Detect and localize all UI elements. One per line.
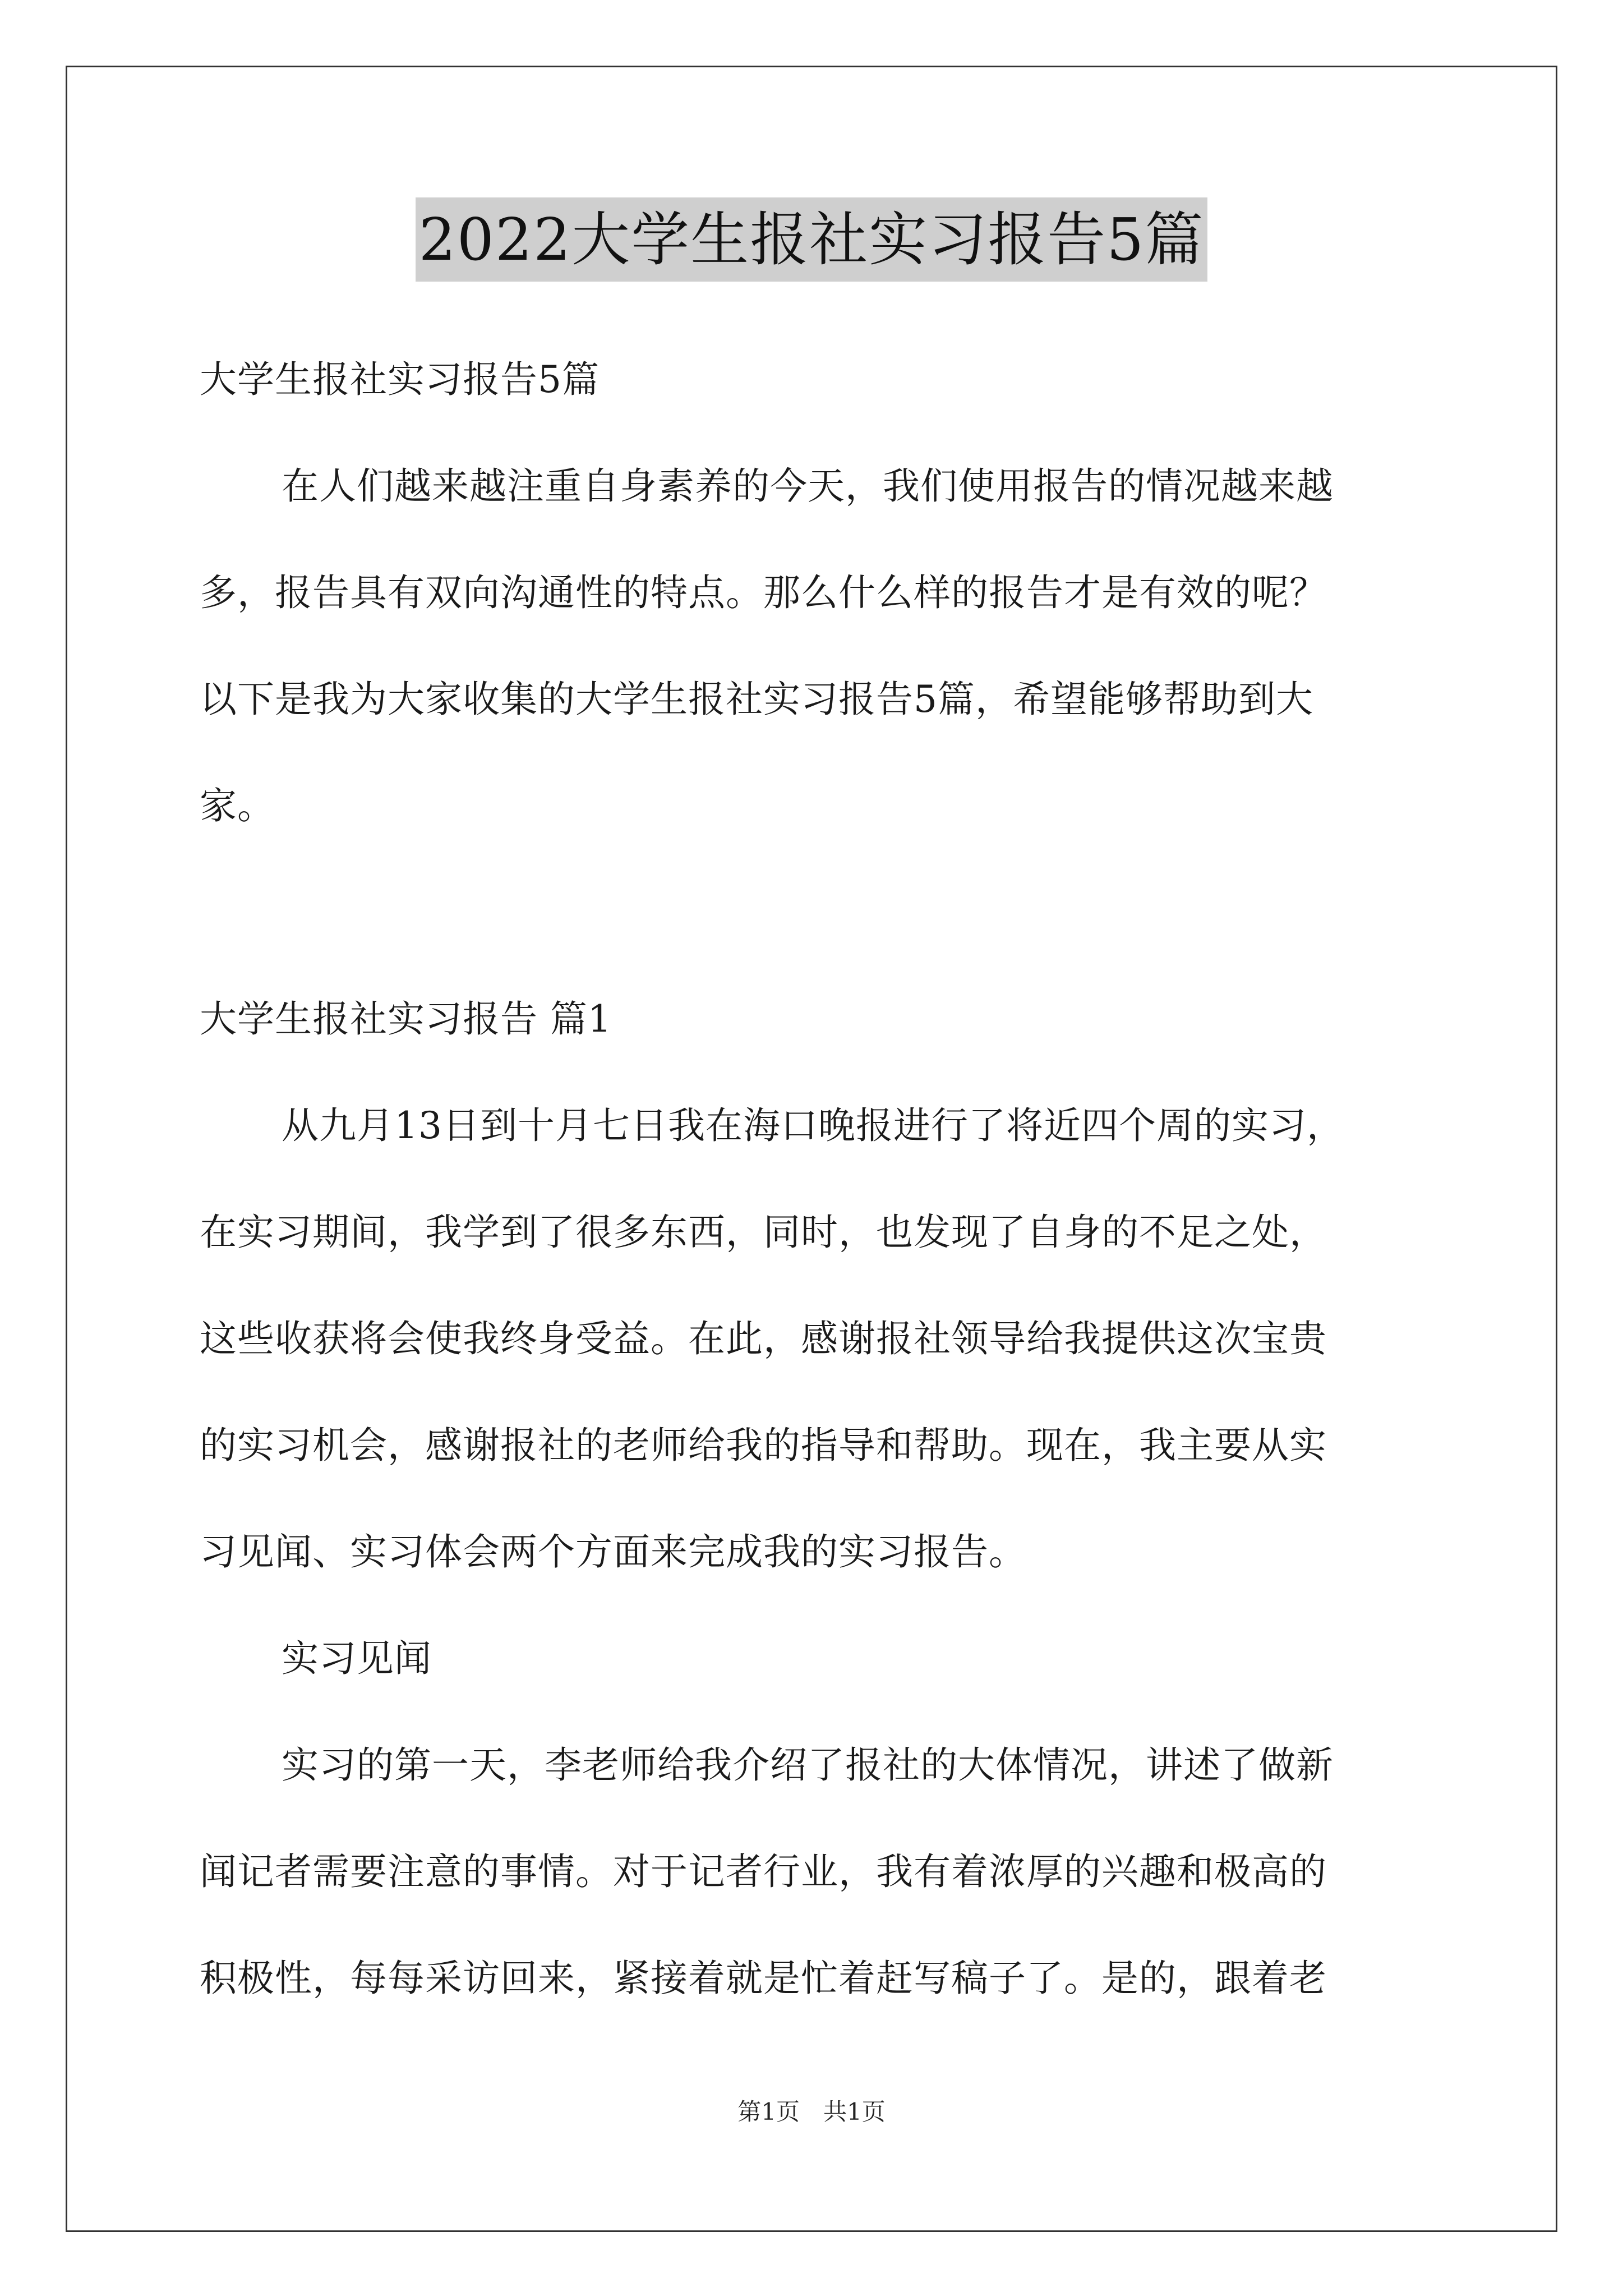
paragraph-line: 闻记者需要注意的事情。对于记者行业，我有着浓厚的兴趣和极高的 — [200, 1850, 1327, 1893]
intro-line: 多，报告具有双向沟通性的特点。那么什么样的报告才是有效的呢？ — [200, 571, 1327, 614]
intro-line: 在人们越来越注重自身素养的今天，我们使用报告的情况越来越 — [282, 464, 1334, 508]
paragraph-line: 积极性，每每采访回来，紧接着就是忙着赶写稿子了。是的，跟着老 — [200, 1957, 1327, 2000]
paragraph-line: 在实习期间，我学到了很多东西，同时，也发现了自身的不足之处， — [200, 1211, 1327, 1254]
subtitle: 大学生报社实习报告5篇 — [200, 358, 600, 401]
intro-line: 家。 — [200, 784, 275, 827]
intro-line: 以下是我为大家收集的大学生报社实习报告5篇，希望能够帮助到大 — [200, 678, 1313, 721]
document-title: 2022大学生报社实习报告5篇 — [416, 197, 1208, 282]
title-container — [0, 197, 1623, 282]
paragraph-line: 实习的第一天，李老师给我介绍了报社的大体情况，讲述了做新 — [282, 1743, 1334, 1787]
page-footer: 第1页 共1页 — [737, 2098, 886, 2125]
sub-heading: 实习见闻 — [282, 1637, 432, 1680]
paragraph-line: 这些收获将会使我终身受益。在此，感谢报社领导给我提供这次宝贵 — [200, 1317, 1327, 1360]
paragraph-line: 的实习机会，感谢报社的老师给我的指导和帮助。现在，我主要从实 — [200, 1424, 1327, 1467]
paragraph-line: 从九月13日到十月七日我在海口晚报进行了将近四个周的实习， — [282, 1104, 1344, 1147]
section-heading: 大学生报社实习报告 篇1 — [200, 997, 612, 1041]
paragraph-line: 习见闻、实习体会两个方面来完成我的实习报告。 — [200, 1530, 1026, 1573]
